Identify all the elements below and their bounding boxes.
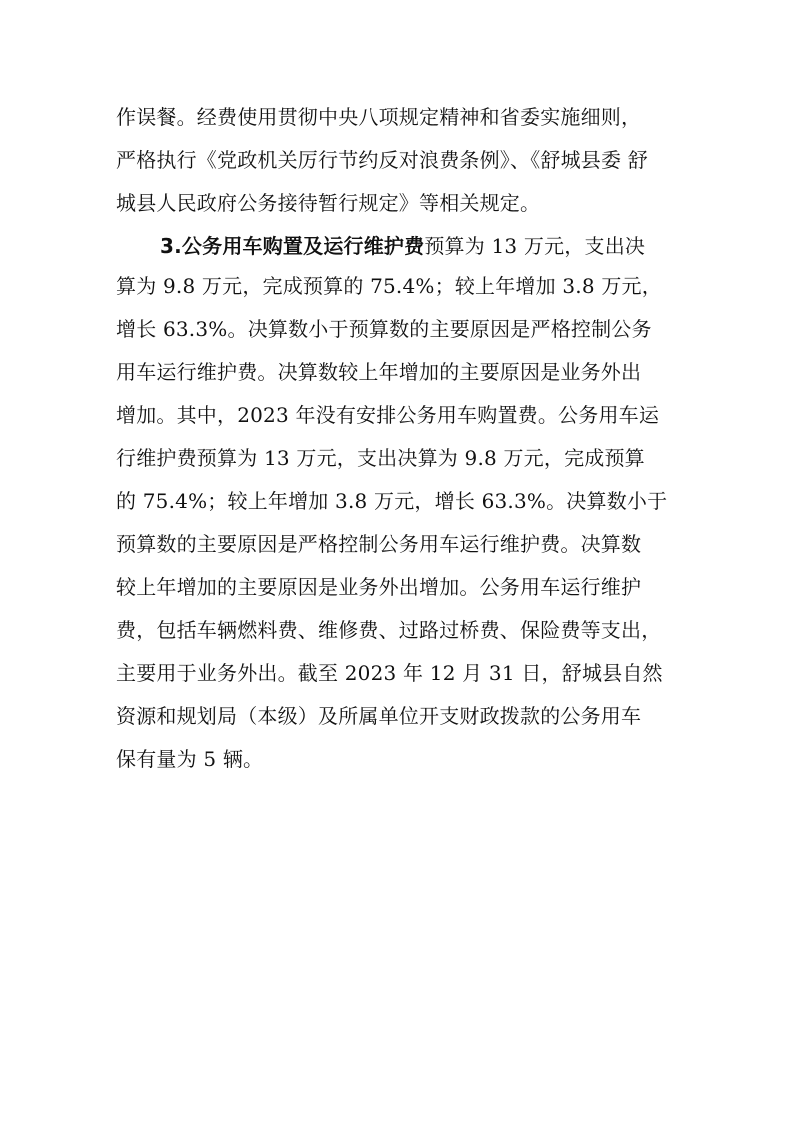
text-line: 行维护费预算为 13 万元，支出决算为 9.8 万元，完成预算 bbox=[116, 446, 645, 470]
text-line: 严格执行《党政机关厉行节约反对浪费条例》、《舒城县委 舒 bbox=[116, 148, 648, 172]
text-line: 用车运行维护费。决算数较上年增加的主要原因是业务外出 bbox=[116, 360, 642, 384]
text-line: 主要用于业务外出。截至 2023 年 12 月 31 日，舒城县自然 bbox=[116, 661, 663, 685]
text-line: 费，包括车辆燃料费、维修费、过路过桥费、保险费等支出， bbox=[116, 618, 662, 642]
text-line: 作误餐。经费使用贯彻中央八项规定精神和省委实施细则， bbox=[116, 105, 642, 129]
text-span: 预算为 13 万元，支出决 bbox=[424, 234, 646, 258]
section-heading: 3.公务用车购置及运行维护费 bbox=[160, 234, 425, 258]
text-line: 较上年增加的主要原因是业务外出增加。公务用车运行维护 bbox=[116, 575, 642, 599]
paragraph-first-line bbox=[160, 228, 676, 264]
text-line: 增加。其中，2023 年没有安排公务用车购置费。公务用车运 bbox=[116, 403, 660, 427]
text-line: 资源和规划局（本级）及所属单位开支财政拨款的公务用车 bbox=[116, 704, 642, 728]
text-line: 增长 63.3%。决算数小于预算数的主要原因是严格控制公务 bbox=[116, 317, 652, 341]
text-line: 算为 9.8 万元，完成预算的 75.4%；较上年增加 3.8 万元， bbox=[116, 274, 662, 298]
text-line: 预算数的主要原因是严格控制公务用车运行维护费。决算数 bbox=[116, 532, 642, 556]
text-line: 保有量为 5 辆。 bbox=[116, 747, 264, 771]
text-line: 的 75.4%；较上年增加 3.8 万元，增长 63.3%。决算数小于 bbox=[116, 489, 668, 513]
text-line: 城县人民政府公务接待暂行规定》等相关规定。 bbox=[116, 191, 541, 215]
